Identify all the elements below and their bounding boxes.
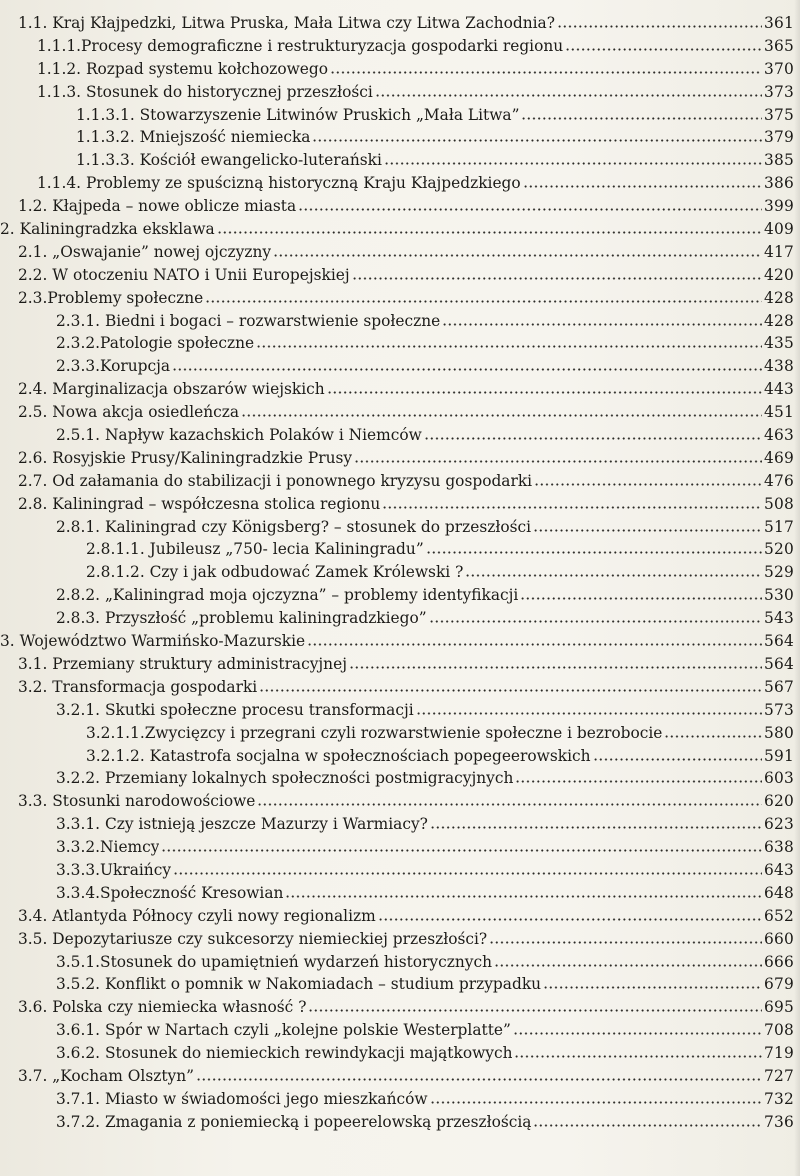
toc-entry-title: 2.5. Nowa akcja osiedleńcza [18, 403, 240, 422]
dot-leader [557, 16, 762, 28]
toc-entry [0, 882, 800, 905]
toc-entry [0, 35, 800, 58]
toc-page-number: 370 [764, 59, 794, 78]
toc-entry [0, 195, 800, 218]
toc-page-number: 530 [764, 586, 794, 605]
dot-leader [173, 863, 762, 875]
toc-page-number: 652 [764, 906, 794, 925]
toc-entry [0, 12, 800, 35]
toc-page-number: 420 [764, 265, 794, 284]
toc-entry [0, 1042, 800, 1065]
toc-page-number: 564 [764, 654, 794, 673]
toc-entry-title: 3.6.2. Stosunek do niemieckich rewindykacji majątkowych [56, 1044, 513, 1063]
toc-entry-title: 3.5.1.Stosunek do upamiętnień wydarzeń historycznych [56, 952, 492, 971]
toc-entry-title: 2.3.3.Korupcja [56, 357, 171, 376]
toc-entry [0, 401, 800, 424]
toc-entry [0, 996, 800, 1019]
dot-leader [514, 1046, 762, 1058]
dot-leader [430, 817, 762, 829]
toc-entry [0, 745, 800, 768]
toc-entry [0, 241, 800, 264]
dot-leader [172, 359, 762, 371]
toc-page-number: 736 [764, 1112, 794, 1131]
toc-entry-title: 3.2.1. Skutki społeczne procesu transformacji [56, 700, 414, 719]
dot-leader [161, 840, 762, 852]
dot-leader [196, 1069, 762, 1081]
toc-page-number: 428 [764, 311, 794, 330]
toc-entry-title: 3.6.1. Spór w Nartach czyli „kolejne polskie Westerplatte” [56, 1021, 511, 1040]
dot-leader [307, 634, 762, 646]
dot-leader [565, 39, 762, 51]
toc-page-number: 603 [764, 769, 794, 788]
dot-leader [256, 336, 762, 348]
dot-leader [513, 1023, 762, 1035]
toc-page-number: 386 [764, 174, 794, 193]
toc-entry [0, 149, 800, 172]
toc-entry [0, 264, 800, 287]
toc-page-number: 573 [764, 700, 794, 719]
toc-page-number: 529 [764, 563, 794, 582]
toc-entry-title: 2.8.1.2. Czy i jak odbudować Zamek Królewski ? [86, 563, 464, 582]
dot-leader [523, 176, 762, 188]
toc-page-number: 463 [764, 426, 794, 445]
toc-entry-title: 1.1.1.Procesy demograficzne i restrukturyzacja gospodarki regionu [37, 36, 564, 55]
toc-entry [0, 378, 800, 401]
toc-entry-title: 3.6. Polska czy niemiecka własność ? [18, 998, 307, 1017]
toc-entry [0, 722, 800, 745]
toc-page-number: 379 [764, 128, 794, 147]
toc-entry-title: 2.6. Rosyjskie Prusy/Kaliningradzkie Prusy [18, 448, 353, 467]
toc-entry-title: 2.8.3. Przyszłość „problemu kaliningradzkiego” [56, 609, 427, 628]
toc-entry [0, 493, 800, 516]
dot-leader [308, 1000, 762, 1012]
dot-leader [534, 474, 762, 486]
toc-entry-title: 2. Kaliningradzka eksklawa [0, 220, 215, 239]
toc-entry [0, 447, 800, 470]
page-edge-shadow [794, 0, 800, 1176]
toc-entry [0, 470, 800, 493]
toc-entry [0, 905, 800, 928]
toc-entry-title: 3.5. Depozytariusze czy sukcesorzy niemieckiej przeszłości? [18, 929, 488, 948]
toc-page-number: 679 [764, 975, 794, 994]
dot-leader [593, 749, 762, 761]
toc-entry-title: 2.3.1. Biedni i bogaci – rozwarstwienie społeczne [56, 311, 441, 330]
toc-entry-title: 1.1. Kraj Kłajpedzki, Litwa Pruska, Mała Litwa czy Litwa Zachodnia? [18, 14, 555, 32]
toc-entry-title: 2.5.1. Napływ kazachskich Polaków i Niemców [56, 426, 422, 445]
toc-entry-title: 2.3.Problemy społeczne [18, 288, 204, 307]
toc-page-number: 660 [764, 929, 794, 948]
toc-entry [0, 332, 800, 355]
dot-leader [520, 588, 762, 600]
dot-leader [330, 62, 762, 74]
dot-leader [217, 222, 762, 234]
toc-entry [0, 676, 800, 699]
toc-page-number: 564 [764, 632, 794, 651]
dot-leader [533, 520, 762, 532]
toc-entry-title: 3.7.2. Zmagania z poniemiecką i popeerelowską przeszłością [56, 1112, 532, 1131]
dot-leader [298, 199, 762, 211]
dot-leader [349, 657, 762, 669]
toc-page-number: 517 [764, 517, 794, 536]
dot-leader [259, 680, 762, 692]
toc-entry-title: 3.4. Atlantyda Północy czyli nowy regionalizm [18, 906, 376, 925]
dot-leader [241, 405, 762, 417]
toc-entry [0, 81, 800, 104]
toc-page-number: 520 [764, 540, 794, 559]
toc-entry-title: 1.2. Kłajpeda – nowe oblicze miasta [18, 197, 297, 216]
toc-entry [0, 538, 800, 561]
toc-entry-title: 2.8.2. „Kaliningrad moja ojczyzna” – problemy identyfikacji [56, 586, 519, 605]
toc-page-number: 591 [764, 746, 794, 765]
toc-entry-title: 2.3.2.Patologie społeczne [56, 334, 255, 353]
dot-leader [521, 108, 762, 120]
toc-entry [0, 126, 800, 149]
toc-page-number: 428 [764, 288, 794, 307]
toc-page-number: 399 [764, 197, 794, 216]
dot-leader [543, 977, 762, 989]
toc-entry-title: 3.2.2. Przemiany lokalnych społeczności postmigracyjnych [56, 769, 514, 788]
toc-entry-title: 3.2. Transformacja gospodarki [18, 677, 258, 696]
toc-entry [0, 790, 800, 813]
toc-entry [0, 584, 800, 607]
dot-leader [257, 794, 762, 806]
toc-page-number: 719 [764, 1044, 794, 1063]
toc-entry [0, 1111, 800, 1134]
dot-leader [375, 85, 762, 97]
toc-page-number: 476 [764, 471, 794, 490]
toc-entry-title: 1.1.3.1. Stowarzyszenie Litwinów Pruskich „Mała Litwa” [76, 105, 520, 124]
toc-page-number: 435 [764, 334, 794, 353]
toc-entry [0, 653, 800, 676]
toc-entry-title: 3.3.3.Ukraińcy [56, 860, 172, 879]
toc-entry [0, 355, 800, 378]
toc-page-number: 375 [764, 105, 794, 124]
toc-page-number: 648 [764, 883, 794, 902]
toc-entry-title: 1.1.4. Problemy ze spuścizną historyczną Kraju Kłajpedzkiego [37, 174, 521, 193]
toc-page-number: 623 [764, 815, 794, 834]
dot-leader [273, 245, 762, 257]
toc-entry [0, 951, 800, 974]
toc-entry-title: 2.8.1. Kaliningrad czy Königsberg? – stosunek do przeszłości [56, 517, 532, 536]
toc-page-number: 469 [764, 448, 794, 467]
toc-page-number: 666 [764, 952, 794, 971]
toc-entry [0, 172, 800, 195]
dot-leader [312, 130, 762, 142]
toc-entry [0, 287, 800, 310]
toc-entry-title: 1.1.2. Rozpad systemu kołchozowego [37, 59, 329, 78]
toc-entry-title: 1.1.3.2. Mniejszość niemiecka [76, 128, 311, 147]
toc-page-number: 409 [764, 220, 794, 239]
toc-entry [0, 1019, 800, 1042]
toc-entry [0, 310, 800, 333]
toc-entry [0, 1065, 800, 1088]
toc-entry [0, 928, 800, 951]
dot-leader [465, 565, 762, 577]
toc-entry-title: 2.1. „Oswajanie” nowej ojczyzny [18, 242, 272, 261]
toc-page-number: 361 [764, 14, 794, 32]
toc-entry-title: 3.3.1. Czy istnieją jeszcze Mazurzy i Warmiacy? [56, 815, 428, 834]
toc-entry-title: 2.8. Kaliningrad – współczesna stolica regionu [18, 494, 381, 513]
toc-page-number: 727 [764, 1066, 794, 1085]
toc-entry-title: 2.8.1.1. Jubileusz „750- lecia Kaliningradu” [86, 540, 424, 559]
dot-leader [354, 451, 762, 463]
dot-leader [352, 268, 762, 280]
dot-leader [429, 611, 762, 623]
toc-entry-title: 1.1.3. Stosunek do historycznej przeszłości [37, 82, 373, 101]
dot-leader [430, 1092, 762, 1104]
toc-page-number: 638 [764, 838, 794, 857]
toc-page-number: 451 [764, 403, 794, 422]
toc-page-number: 732 [764, 1089, 794, 1108]
dot-leader [285, 886, 762, 898]
toc-entry-title: 1.1.3.3. Kościół ewangelicko-luterański [76, 151, 382, 170]
dot-leader [489, 932, 762, 944]
toc-entry-title: 3.7. „Kocham Olsztyn” [18, 1066, 194, 1085]
dot-leader [424, 428, 762, 440]
toc-page-number: 385 [764, 151, 794, 170]
toc-entry-title: 3.7.1. Miasto w świadomości jego mieszkańców [56, 1089, 428, 1108]
dot-leader [664, 726, 762, 738]
dot-leader [382, 497, 762, 509]
toc-entry [0, 1088, 800, 1111]
toc-entry [0, 813, 800, 836]
toc-entry-title: 2.7. Od załamania do stabilizacji i ponownego kryzysu gospodarki [18, 471, 533, 490]
dot-leader [205, 291, 762, 303]
toc-entry-title: 3. Województwo Warmińsko-Mazurskie [0, 632, 306, 651]
toc-entry-title: 3.3. Stosunki narodowościowe [18, 792, 256, 811]
toc-page-number: 567 [764, 677, 794, 696]
toc-page-number: 365 [764, 36, 794, 55]
dot-leader [515, 771, 762, 783]
dot-leader [533, 1115, 762, 1127]
toc-entry-title: 3.1. Przemiany struktury administracyjnej [18, 654, 347, 673]
toc-page-number: 443 [764, 380, 794, 399]
toc-entry [0, 218, 800, 241]
toc-entry-title: 3.2.1.1.Zwycięzcy i przegrani czyli rozwarstwienie społeczne i bezrobocie [86, 723, 663, 742]
toc-page-number: 643 [764, 860, 794, 879]
toc-entry [0, 973, 800, 996]
dot-leader [378, 909, 762, 921]
toc-entry-title: 2.4. Marginalizacja obszarów wiejskich [18, 380, 325, 399]
dot-leader [416, 703, 762, 715]
toc-entry [0, 767, 800, 790]
toc-page-number: 580 [764, 723, 794, 742]
toc-entry [0, 699, 800, 722]
toc-entry [0, 104, 800, 127]
dot-leader [384, 153, 762, 165]
toc-entry-title: 3.3.4.Społeczność Kresowian [56, 883, 284, 902]
toc-page-number: 543 [764, 609, 794, 628]
toc-page-number: 508 [764, 494, 794, 513]
toc-entry-title: 3.2.1.2. Katastrofa socjalna w społecznościach popegeerowskich [86, 746, 591, 765]
toc-entry [0, 58, 800, 81]
toc-entry [0, 607, 800, 630]
table-of-contents [0, 12, 800, 1134]
toc-page-number: 620 [764, 792, 794, 811]
toc-entry-title: 3.5.2. Konflikt o pomnik w Nakomiadach – studium przypadku [56, 975, 542, 994]
toc-entry-title: 3.3.2.Niemcy [56, 838, 160, 857]
toc-page-number: 695 [764, 998, 794, 1017]
toc-page-number: 373 [764, 82, 794, 101]
toc-page-number: 417 [764, 242, 794, 261]
toc-entry [0, 836, 800, 859]
dot-leader [327, 382, 762, 394]
dot-leader [442, 314, 762, 326]
dot-leader [494, 955, 762, 967]
toc-entry [0, 424, 800, 447]
toc-entry [0, 859, 800, 882]
toc-entry [0, 630, 800, 653]
toc-entry-title: 2.2. W otoczeniu NATO i Unii Europejskiej [18, 265, 350, 284]
toc-page-number: 708 [764, 1021, 794, 1040]
toc-entry [0, 516, 800, 539]
dot-leader [426, 542, 762, 554]
toc-entry [0, 561, 800, 584]
toc-page-number: 438 [764, 357, 794, 376]
